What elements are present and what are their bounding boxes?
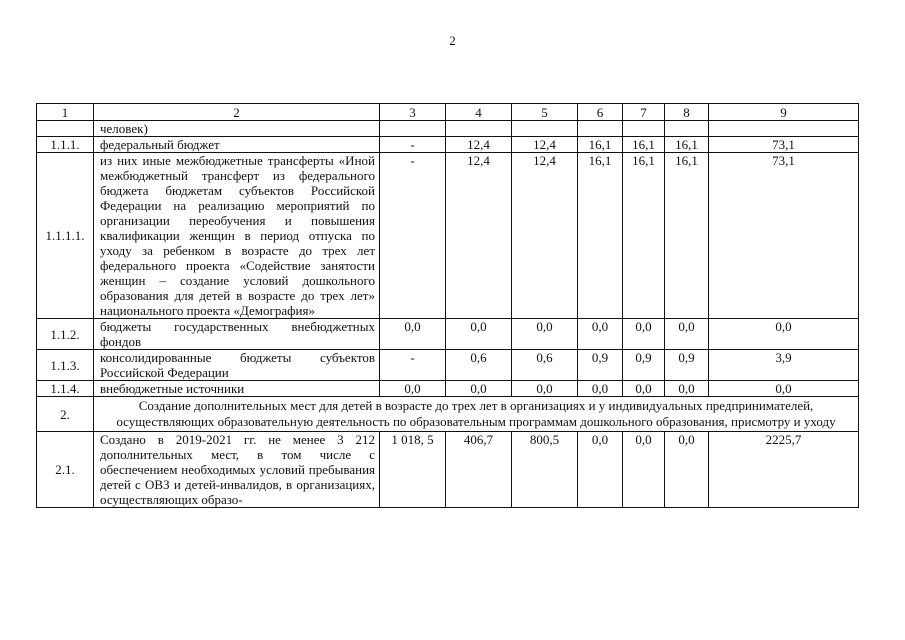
row-code: 1.1.1.1. <box>37 153 94 319</box>
row-value: 0,0 <box>578 432 623 508</box>
row-description: федеральный бюджет <box>94 137 380 153</box>
column-header: 4 <box>446 104 512 121</box>
row-value: 73,1 <box>709 153 859 319</box>
section-title: Создание дополнительных мест для детей в возрасте до трех лет в организациях и у индивидуальных предпринимателей, осуществляющих образовательную деятельность по образовательным программам дошкольного образования, присмотру и уходу <box>94 397 859 432</box>
row-value <box>380 121 446 137</box>
row-value <box>446 121 512 137</box>
table-header-row <box>37 104 859 121</box>
row-value: 16,1 <box>665 153 709 319</box>
row-code <box>37 121 94 137</box>
row-value: 0,6 <box>512 350 578 381</box>
row-value: 406,7 <box>446 432 512 508</box>
row-value <box>709 121 859 137</box>
table-row <box>37 432 859 508</box>
row-code: 2.1. <box>37 432 94 508</box>
row-value: 16,1 <box>665 137 709 153</box>
row-value: 0,0 <box>446 381 512 397</box>
row-value: 12,4 <box>446 137 512 153</box>
row-value: 0,0 <box>665 381 709 397</box>
row-value: - <box>380 350 446 381</box>
row-value <box>665 121 709 137</box>
row-value: 1 018, 5 <box>380 432 446 508</box>
table-row <box>37 121 859 137</box>
table-row <box>37 350 859 381</box>
section-code: 2. <box>37 397 94 432</box>
page-number: 2 <box>449 33 456 48</box>
row-value: 0,0 <box>380 319 446 350</box>
row-value: 16,1 <box>623 137 665 153</box>
row-code: 1.1.1. <box>37 137 94 153</box>
row-value <box>512 121 578 137</box>
row-value: 0,0 <box>623 381 665 397</box>
budget-table <box>36 103 859 508</box>
row-value: 0,0 <box>665 432 709 508</box>
row-value: 12,4 <box>512 153 578 319</box>
row-value <box>623 121 665 137</box>
column-header: 3 <box>380 104 446 121</box>
row-value: 0,0 <box>578 381 623 397</box>
column-header: 2 <box>94 104 380 121</box>
row-value: 0,9 <box>623 350 665 381</box>
row-value: 16,1 <box>623 153 665 319</box>
row-value: 800,5 <box>512 432 578 508</box>
row-value: - <box>380 153 446 319</box>
column-header: 1 <box>37 104 94 121</box>
row-description: Создано в 2019-2021 гг. не менее 3 212 дополнительных мест, в том числе с обеспечением необходимых условий пребывания детей с ОВЗ и детей-инвалидов, в организациях, осуществляющих образо- <box>94 432 380 508</box>
row-value: 16,1 <box>578 153 623 319</box>
column-header: 8 <box>665 104 709 121</box>
table-row <box>37 381 859 397</box>
row-value: 16,1 <box>578 137 623 153</box>
row-value: 0,0 <box>578 319 623 350</box>
row-code: 1.1.4. <box>37 381 94 397</box>
row-value: 0,0 <box>446 319 512 350</box>
row-value: 0,0 <box>623 319 665 350</box>
column-header: 5 <box>512 104 578 121</box>
row-value: 0,0 <box>709 319 859 350</box>
row-value: - <box>380 137 446 153</box>
column-header: 9 <box>709 104 859 121</box>
row-value: 3,9 <box>709 350 859 381</box>
row-value: 0,6 <box>446 350 512 381</box>
row-description: бюджеты государственных внебюджетных фондов <box>94 319 380 350</box>
table-row <box>37 137 859 153</box>
row-value: 0,9 <box>578 350 623 381</box>
section-row <box>37 397 859 432</box>
row-value: 0,0 <box>665 319 709 350</box>
row-value: 12,4 <box>446 153 512 319</box>
row-value: 0,0 <box>380 381 446 397</box>
row-description: консолидированные бюджеты субъектов Российской Федерации <box>94 350 380 381</box>
row-code: 1.1.3. <box>37 350 94 381</box>
row-value: 0,0 <box>512 381 578 397</box>
row-value: 73,1 <box>709 137 859 153</box>
row-description: из них иные межбюджетные трансферты «Иной межбюджетный трансферт из федерального бюджета бюджетам субъектов Российской Федерации на реализацию мероприятий по организации переобучения и повышения квалификации женщин в период отпуска по уходу за ребенком в возрасте до трех лет федерального проекта «Содействие занятости женщин – создание условий дошкольного образования для детей в возрасте до трех лет» национального проекта «Демография» <box>94 153 380 319</box>
row-description: внебюджетные источники <box>94 381 380 397</box>
row-value: 0,0 <box>623 432 665 508</box>
row-code: 1.1.2. <box>37 319 94 350</box>
row-description: человек) <box>94 121 380 137</box>
row-value: 0,0 <box>512 319 578 350</box>
row-value: 0,0 <box>709 381 859 397</box>
row-value: 0,9 <box>665 350 709 381</box>
table-row <box>37 319 859 350</box>
row-value: 12,4 <box>512 137 578 153</box>
table-row <box>37 153 859 319</box>
row-value <box>578 121 623 137</box>
row-value: 2225,7 <box>709 432 859 508</box>
column-header: 6 <box>578 104 623 121</box>
column-header: 7 <box>623 104 665 121</box>
